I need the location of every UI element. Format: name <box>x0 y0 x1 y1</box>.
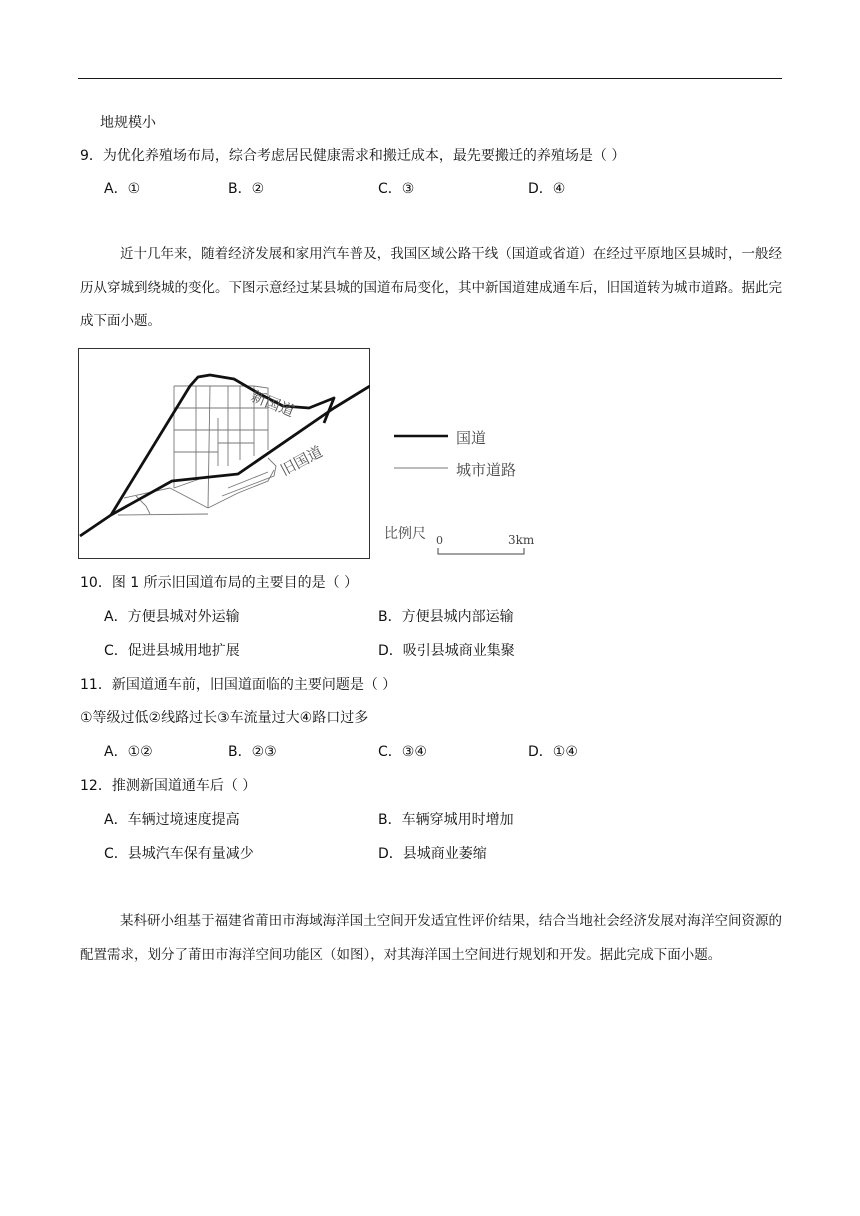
legend-city-label: 城市道路 <box>456 461 517 479</box>
map-legend <box>392 424 542 484</box>
q9-stem: 9．为优化养殖场布局，综合考虑居民健康需求和搬迁成本，最先要搬迁的养殖场是（ ） <box>80 148 626 164</box>
q12-option-c: C．县城汽车保有量减少 <box>104 846 254 862</box>
q10-option-b: B．方便县城内部运输 <box>378 609 514 625</box>
q11-items: ①等级过低②线路过长③车流量过大④路口过多 <box>80 710 369 726</box>
q12-option-a: A．车辆过境速度提高 <box>104 812 240 828</box>
q9-option-a: A．① <box>104 181 141 197</box>
road-map-svg <box>78 348 370 559</box>
new-road-label: 新国道 <box>248 387 297 421</box>
header-rule <box>78 78 782 79</box>
passage-2-text: 某科研小组基于福建省莆田市海域海洋国土空间开发适宜性评价结果，结合当地社会经济发展对海洋空间资源的配置需求，划分了莆田市海洋空间功能区（如图），对其海洋国土空间进行规划和开发。据此完成下面小题。 <box>80 913 782 963</box>
old-road-label: 旧国道 <box>277 442 326 480</box>
q11-stem: 11．新国道通车前，旧国道面临的主要问题是（ ） <box>80 677 397 693</box>
q11-option-d: D．①④ <box>528 744 578 760</box>
passage-1 <box>80 238 782 339</box>
continuation-line: 地规模小 <box>100 115 156 131</box>
q11-option-b: B．②③ <box>228 744 277 760</box>
q10-option-a: A．方便县城对外运输 <box>104 609 240 625</box>
passage-2 <box>80 905 782 972</box>
q9-option-b: B．② <box>228 181 265 197</box>
q12-stem: 12．推测新国道通车后（ ） <box>80 778 257 794</box>
q10-option-d: D．吸引县城商业集聚 <box>378 643 515 659</box>
passage-1-text: 近十几年来，随着经济发展和家用汽车普及，我国区域公路干线（国道或省道）在经过平原地区县城时，一般经历从穿城到绕城的变化。下图示意经过某县城的国道布局变化，其中新国道建成通车后，旧国道转为城市道路。据此完成下面小题。 <box>80 246 782 329</box>
q12-option-b: B．车辆穿城用时增加 <box>378 812 514 828</box>
q9-option-d: D．④ <box>528 181 566 197</box>
map-frame <box>79 349 370 559</box>
scale-label: 比例尺 <box>384 526 426 542</box>
q11-option-c: C．③④ <box>378 744 427 760</box>
q10-stem: 10．图 1 所示旧国道布局的主要目的是（ ） <box>80 575 359 591</box>
scale-zero: 0 <box>436 534 443 547</box>
q10-option-c: C．促进县城用地扩展 <box>104 643 240 659</box>
q11-option-a: A．①② <box>104 744 153 760</box>
q12-option-d: D．县城商业萎缩 <box>378 846 487 862</box>
scale-end: 3km <box>508 533 535 547</box>
road-map-figure <box>78 348 370 559</box>
q9-option-c: C．③ <box>378 181 415 197</box>
legend-national-label: 国道 <box>456 429 487 447</box>
scale-bar <box>384 520 544 560</box>
scale-line <box>438 548 524 554</box>
